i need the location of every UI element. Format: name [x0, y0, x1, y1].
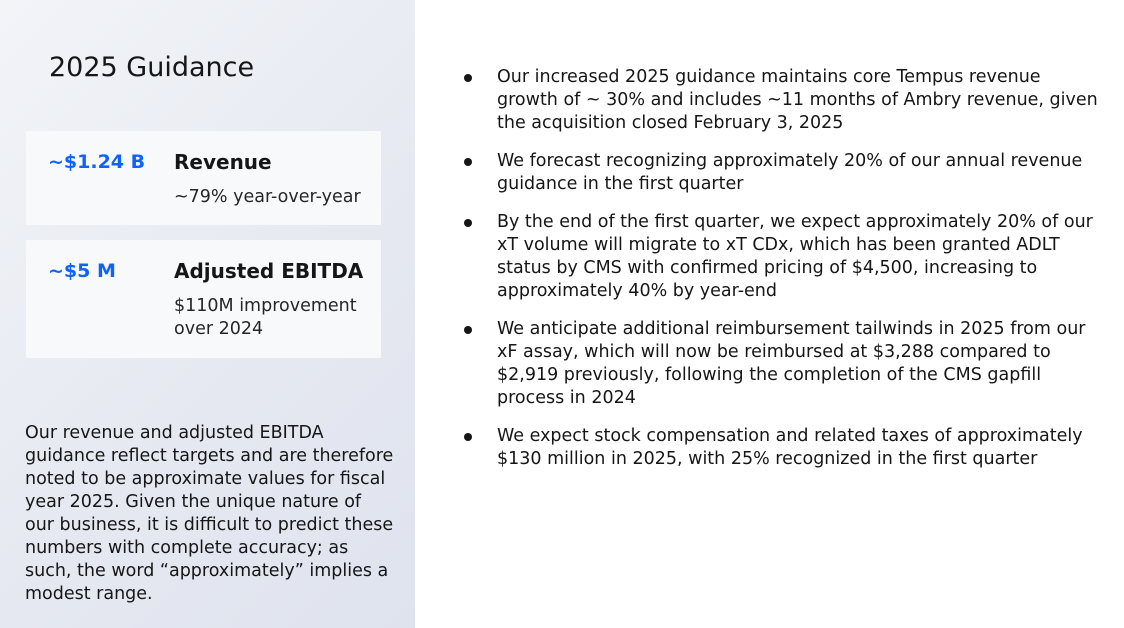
- ebitda-value: ~$5 M: [48, 260, 116, 282]
- bullet-text: We forecast recognizing approximately 20% of our annual revenue guidance in the first quarter: [497, 151, 1083, 194]
- revenue-value: ~$1.24 B: [48, 151, 146, 173]
- bullet-dot-icon: [464, 74, 472, 82]
- bullet-item: [462, 425, 1102, 471]
- revenue-card: [26, 131, 381, 225]
- bullet-text: Our increased 2025 guidance maintains core Tempus revenue growth of ~ 30% and includes ~11 months of Ambry revenue, given the acquisition closed February 3, 2025: [497, 67, 1098, 133]
- revenue-label: Revenue: [174, 150, 272, 174]
- guidance-bullet-list: [462, 66, 1102, 486]
- ebitda-card: [26, 240, 381, 358]
- guidance-disclaimer: Our revenue and adjusted EBITDA guidance reflect targets and are therefore noted to be approximate values for fiscal year 2025. Given the unique nature of our business, it is difficult to predict these numbers with complete accuracy; as such, the word “approximately” implies a modest range.: [25, 423, 394, 604]
- page-title: 2025 Guidance: [49, 52, 255, 83]
- bullet-dot-icon: [464, 326, 472, 334]
- bullet-item: [462, 318, 1102, 410]
- bullet-item: [462, 211, 1102, 303]
- bullet-text: By the end of the first quarter, we expect approximately 20% of our xT volume will migrate to xT CDx, which has been granted ADLT status by CMS with confirmed pricing of $4,500, increasing to approximately 40% by year-end: [497, 212, 1093, 301]
- bullet-dot-icon: [464, 219, 472, 227]
- bullet-dot-icon: [464, 158, 472, 166]
- guidance-panel: [0, 0, 415, 628]
- bullet-item: [462, 66, 1102, 135]
- revenue-detail: ~79% year-over-year: [174, 187, 361, 207]
- bullet-dot-icon: [464, 433, 472, 441]
- ebitda-label: Adjusted EBITDA: [174, 259, 364, 283]
- bullet-text: We anticipate additional reimbursement tailwinds in 2025 from our xF assay, which will now be reimbursed at $3,288 compared to $2,919 previously, following the completion of the CMS gapfill process in 2024: [497, 319, 1086, 408]
- bullet-item: [462, 150, 1102, 196]
- ebitda-detail: $110M improvement over 2024: [174, 296, 357, 339]
- bullet-text: We expect stock compensation and related taxes of approximately $130 million in 2025, with 25% recognized in the first quarter: [497, 426, 1083, 469]
